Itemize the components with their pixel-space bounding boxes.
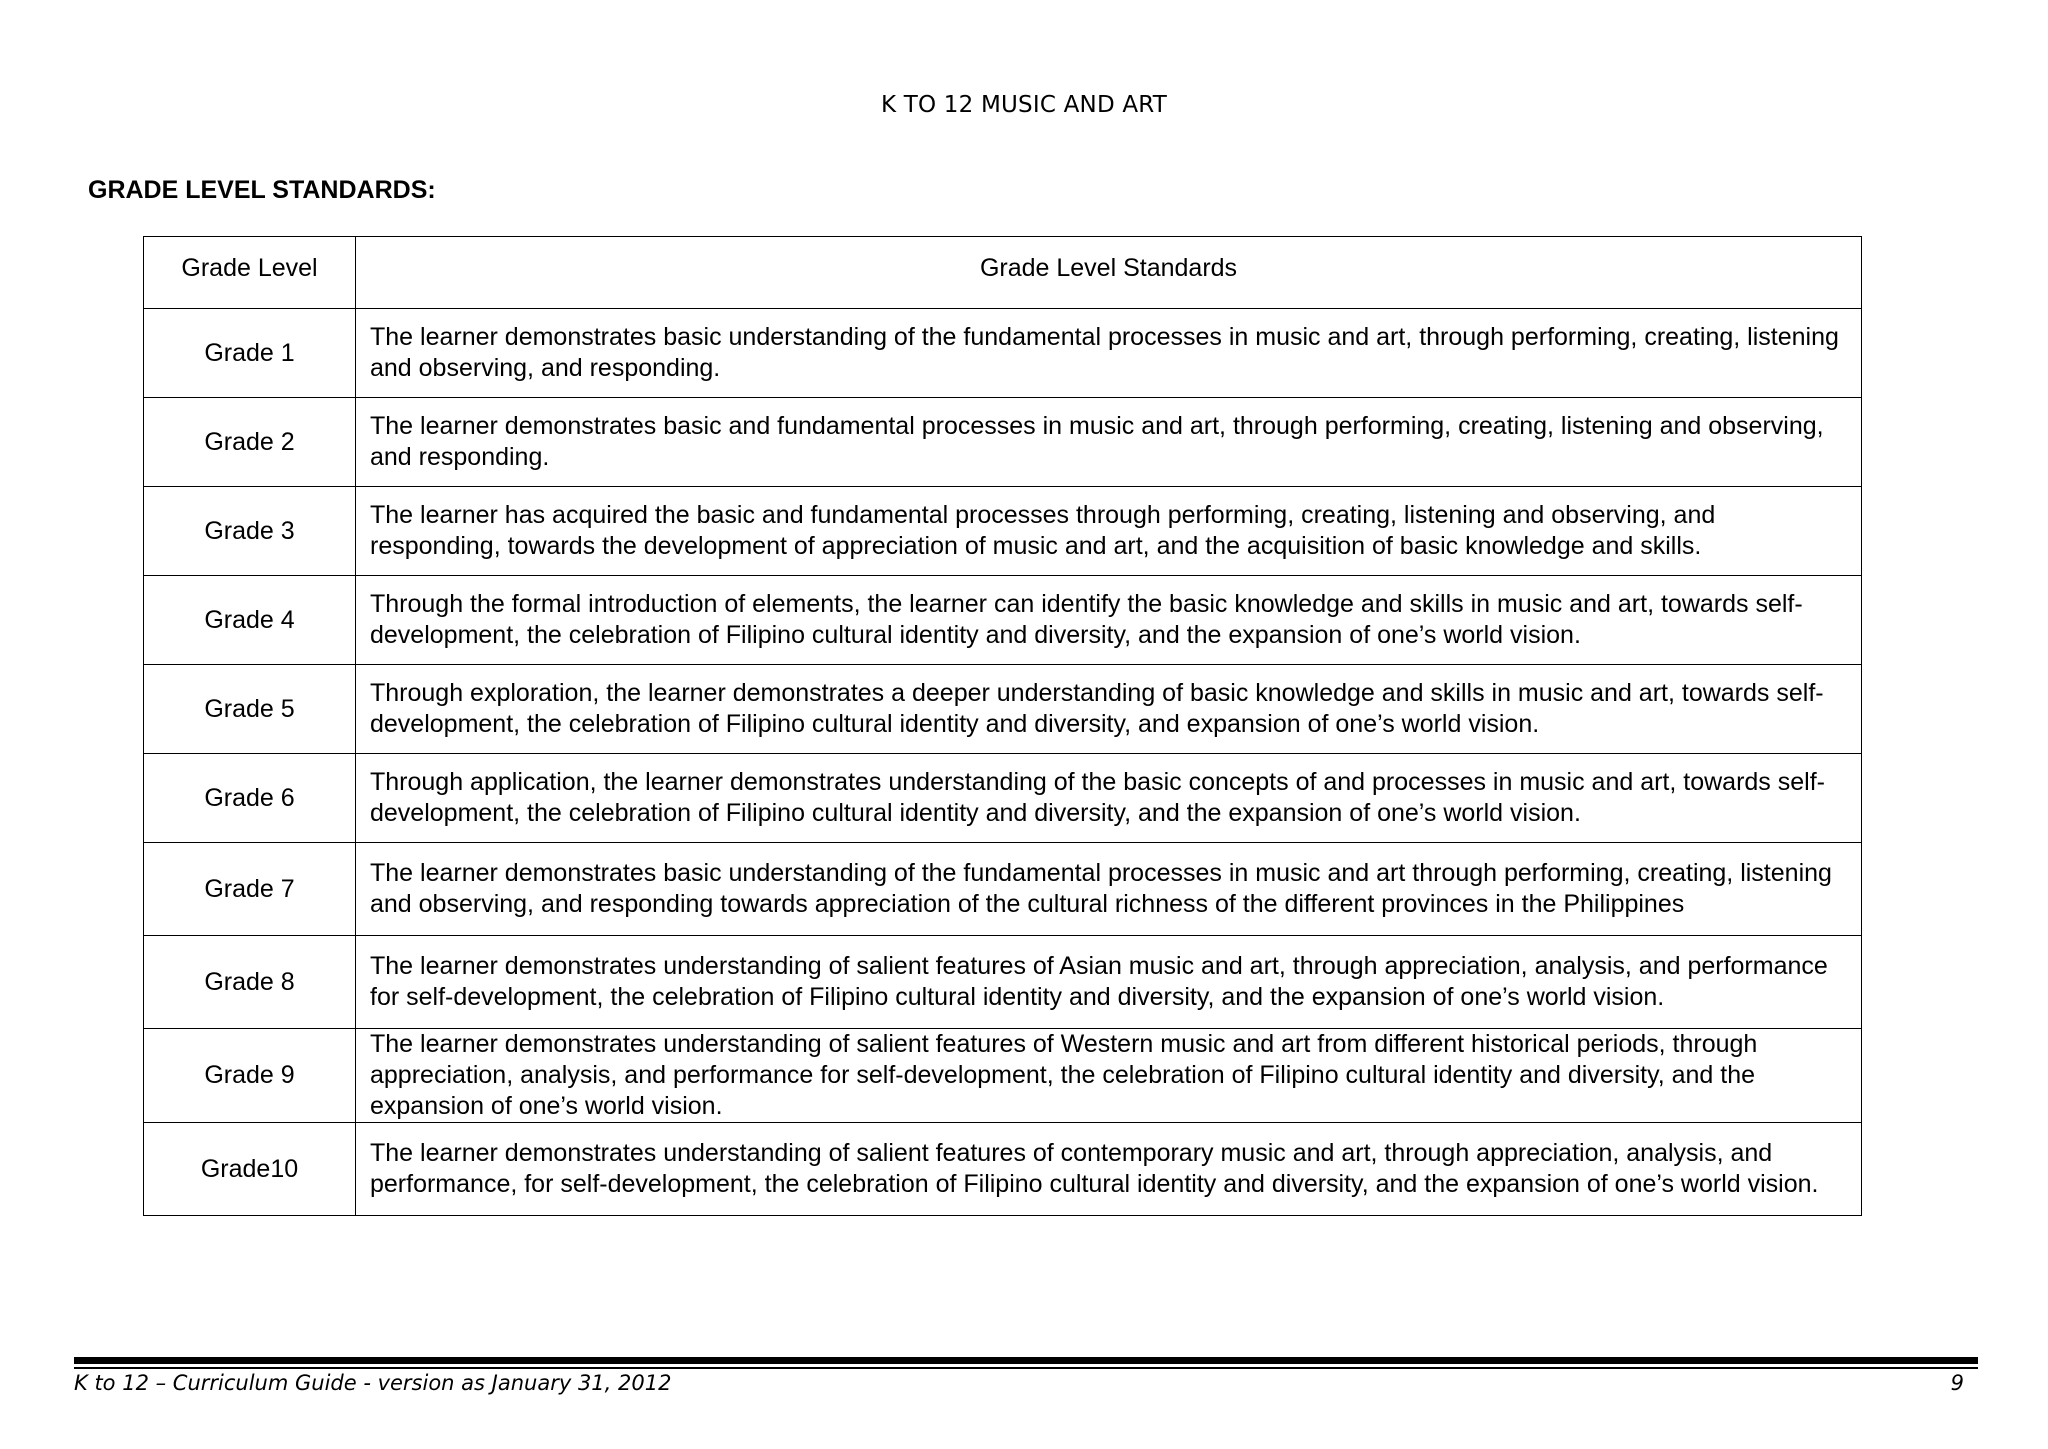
grade-cell: Grade 9	[144, 1029, 356, 1123]
document-header: K TO 12 MUSIC AND ART	[880, 92, 1168, 118]
grade-cell: Grade 7	[144, 843, 356, 936]
table-row	[144, 398, 1862, 487]
table-row	[144, 754, 1862, 843]
grade-level-standards-table	[143, 236, 1862, 1216]
standard-cell: The learner demonstrates basic understanding of the fundamental processes in music and art through performing, creating, listening and observing, and responding towards appreciation of the cultural richness of the different provinces in the Philippines	[356, 843, 1862, 936]
standard-cell: Through application, the learner demonstrates understanding of the basic concepts of and processes in music and art, towards self-development, the celebration of Filipino cultural identity and diversity, and the expansion of one’s world vision.	[356, 754, 1862, 843]
grade-cell: Grade10	[144, 1123, 356, 1216]
section-heading: GRADE LEVEL STANDARDS:	[88, 176, 436, 204]
standard-cell: The learner demonstrates understanding of salient features of Western music and art from different historical periods, through appreciation, analysis, and performance for self-development, the celebration of Filipino cultural identity and diversity, and the expansion of one’s world vision.	[356, 1029, 1862, 1123]
grade-cell: Grade 8	[144, 936, 356, 1029]
table-row	[144, 487, 1862, 576]
standard-cell: Through the formal introduction of elements, the learner can identify the basic knowledge and skills in music and art, towards self-development, the celebration of Filipino cultural identity and diversity, and the expansion of one’s world vision.	[356, 576, 1862, 665]
table-row	[144, 576, 1862, 665]
grade-cell: Grade 6	[144, 754, 356, 843]
standard-cell: The learner demonstrates understanding of salient features of contemporary music and art, through appreciation, analysis, and performance, for self-development, the celebration of Filipino cultural identity and diversity, and the expansion of one’s world vision.	[356, 1123, 1862, 1216]
standard-cell: The learner has acquired the basic and fundamental processes through performing, creating, listening and observing, and responding, towards the development of appreciation of music and art, and the acquisition of basic knowledge and skills.	[356, 487, 1862, 576]
footer-divider-thick	[74, 1357, 1978, 1364]
table-row	[144, 1029, 1862, 1123]
grade-cell: Grade 1	[144, 309, 356, 398]
table-row	[144, 1123, 1862, 1216]
table-row	[144, 843, 1862, 936]
table-row	[144, 936, 1862, 1029]
grade-cell: Grade 2	[144, 398, 356, 487]
footer-version-text: K to 12 – Curriculum Guide - version as January 31, 2012	[74, 1371, 672, 1395]
grade-cell: Grade 4	[144, 576, 356, 665]
grade-cell: Grade 5	[144, 665, 356, 754]
column-header-standards: Grade Level Standards	[356, 237, 1862, 309]
table-header-row	[144, 237, 1862, 309]
table-row	[144, 665, 1862, 754]
page-number: 9	[1950, 1371, 1964, 1395]
standard-cell: The learner demonstrates basic understanding of the fundamental processes in music and art, through performing, creating, listening and observing, and responding.	[356, 309, 1862, 398]
table-row	[144, 309, 1862, 398]
column-header-grade-level: Grade Level	[144, 237, 356, 309]
grade-cell: Grade 3	[144, 487, 356, 576]
footer-divider-thin	[74, 1367, 1978, 1369]
standard-cell: The learner demonstrates basic and fundamental processes in music and art, through performing, creating, listening and observing, and responding.	[356, 398, 1862, 487]
standard-cell: Through exploration, the learner demonstrates a deeper understanding of basic knowledge and skills in music and art, towards self-development, the celebration of Filipino cultural identity and diversity, and expansion of one’s world vision.	[356, 665, 1862, 754]
standard-cell: The learner demonstrates understanding of salient features of Asian music and art, through appreciation, analysis, and performance for self-development, the celebration of Filipino cultural identity and diversity, and the expansion of one’s world vision.	[356, 936, 1862, 1029]
